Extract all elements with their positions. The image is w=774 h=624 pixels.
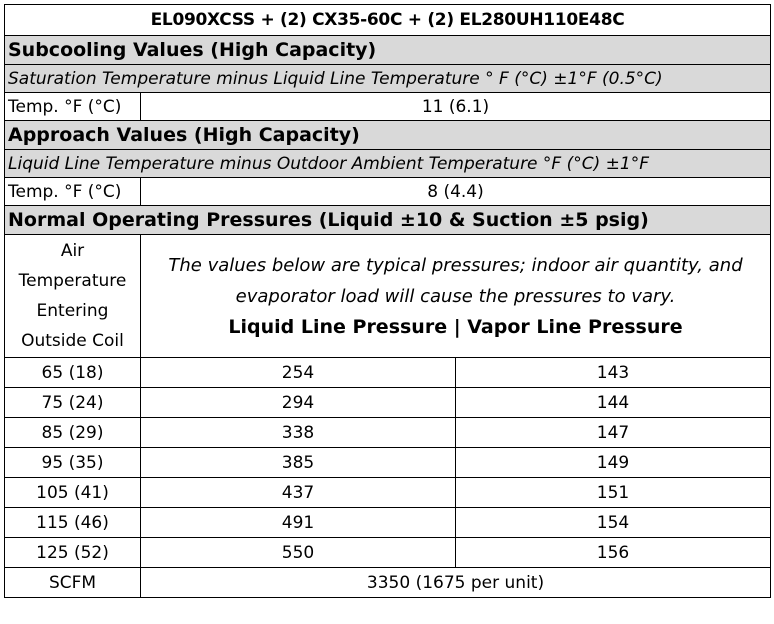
row-liquid-pressure: 338 <box>141 418 456 448</box>
row-vapor-pressure: 154 <box>456 508 771 538</box>
table-row <box>5 358 771 388</box>
row-temp: 115 (46) <box>5 508 141 538</box>
scfm-value: 3350 (1675 per unit) <box>141 568 771 598</box>
approach-temp-label: Temp. °F (°C) <box>5 178 141 206</box>
subcooling-description: Saturation Temperature minus Liquid Line Temperature ° F (°C) ±1°F (0.5°C) <box>5 65 771 93</box>
row-liquid-pressure: 385 <box>141 448 456 478</box>
air-header-line: Temperature <box>18 271 127 291</box>
model-combination-title: EL090XCSS + (2) CX35-60C + (2) EL280UH110E48C <box>5 5 771 36</box>
subcooling-temp-value: 11 (6.1) <box>141 93 771 121</box>
scfm-label: SCFM <box>5 568 141 598</box>
air-header-line: Outside Coil <box>21 331 124 351</box>
row-vapor-pressure: 151 <box>456 478 771 508</box>
pressures-heading: Normal Operating Pressures (Liquid ±10 & Suction ±5 psig) <box>5 206 771 235</box>
row-temp: 95 (35) <box>5 448 141 478</box>
pressure-note <box>141 235 771 358</box>
table-row <box>5 388 771 418</box>
table-row <box>5 448 771 478</box>
table-row <box>5 478 771 508</box>
approach-description: Liquid Line Temperature minus Outdoor Ambient Temperature °F (°C) ±1°F <box>5 150 771 178</box>
row-liquid-pressure: 550 <box>141 538 456 568</box>
air-header-line: Air <box>60 241 85 261</box>
air-header-line: Entering <box>36 301 109 321</box>
approach-temp-value: 8 (4.4) <box>141 178 771 206</box>
row-temp: 125 (52) <box>5 538 141 568</box>
row-liquid-pressure: 491 <box>141 508 456 538</box>
pressure-note-line1: The values below are typical pressures; indoor air quantity, and <box>168 254 743 276</box>
row-liquid-pressure: 254 <box>141 358 456 388</box>
subcooling-temp-label: Temp. °F (°C) <box>5 93 141 121</box>
row-vapor-pressure: 144 <box>456 388 771 418</box>
row-vapor-pressure: 149 <box>456 448 771 478</box>
pressure-column-header: Liquid Line Pressure | Vapor Line Pressure <box>228 315 683 338</box>
row-temp: 85 (29) <box>5 418 141 448</box>
row-liquid-pressure: 437 <box>141 478 456 508</box>
subcooling-heading: Subcooling Values (High Capacity) <box>5 36 771 65</box>
row-vapor-pressure: 143 <box>456 358 771 388</box>
row-vapor-pressure: 147 <box>456 418 771 448</box>
table-row <box>5 538 771 568</box>
row-temp: 105 (41) <box>5 478 141 508</box>
row-temp: 65 (18) <box>5 358 141 388</box>
row-liquid-pressure: 294 <box>141 388 456 418</box>
row-temp: 75 (24) <box>5 388 141 418</box>
table-row <box>5 418 771 448</box>
approach-heading: Approach Values (High Capacity) <box>5 121 771 150</box>
specification-sheet <box>4 4 770 598</box>
scfm-row <box>5 568 771 598</box>
operating-data-table <box>4 4 771 598</box>
row-vapor-pressure: 156 <box>456 538 771 568</box>
pressure-note-line2: evaporator load will cause the pressures to vary. <box>235 285 676 307</box>
table-row <box>5 508 771 538</box>
air-temperature-header <box>5 235 141 358</box>
